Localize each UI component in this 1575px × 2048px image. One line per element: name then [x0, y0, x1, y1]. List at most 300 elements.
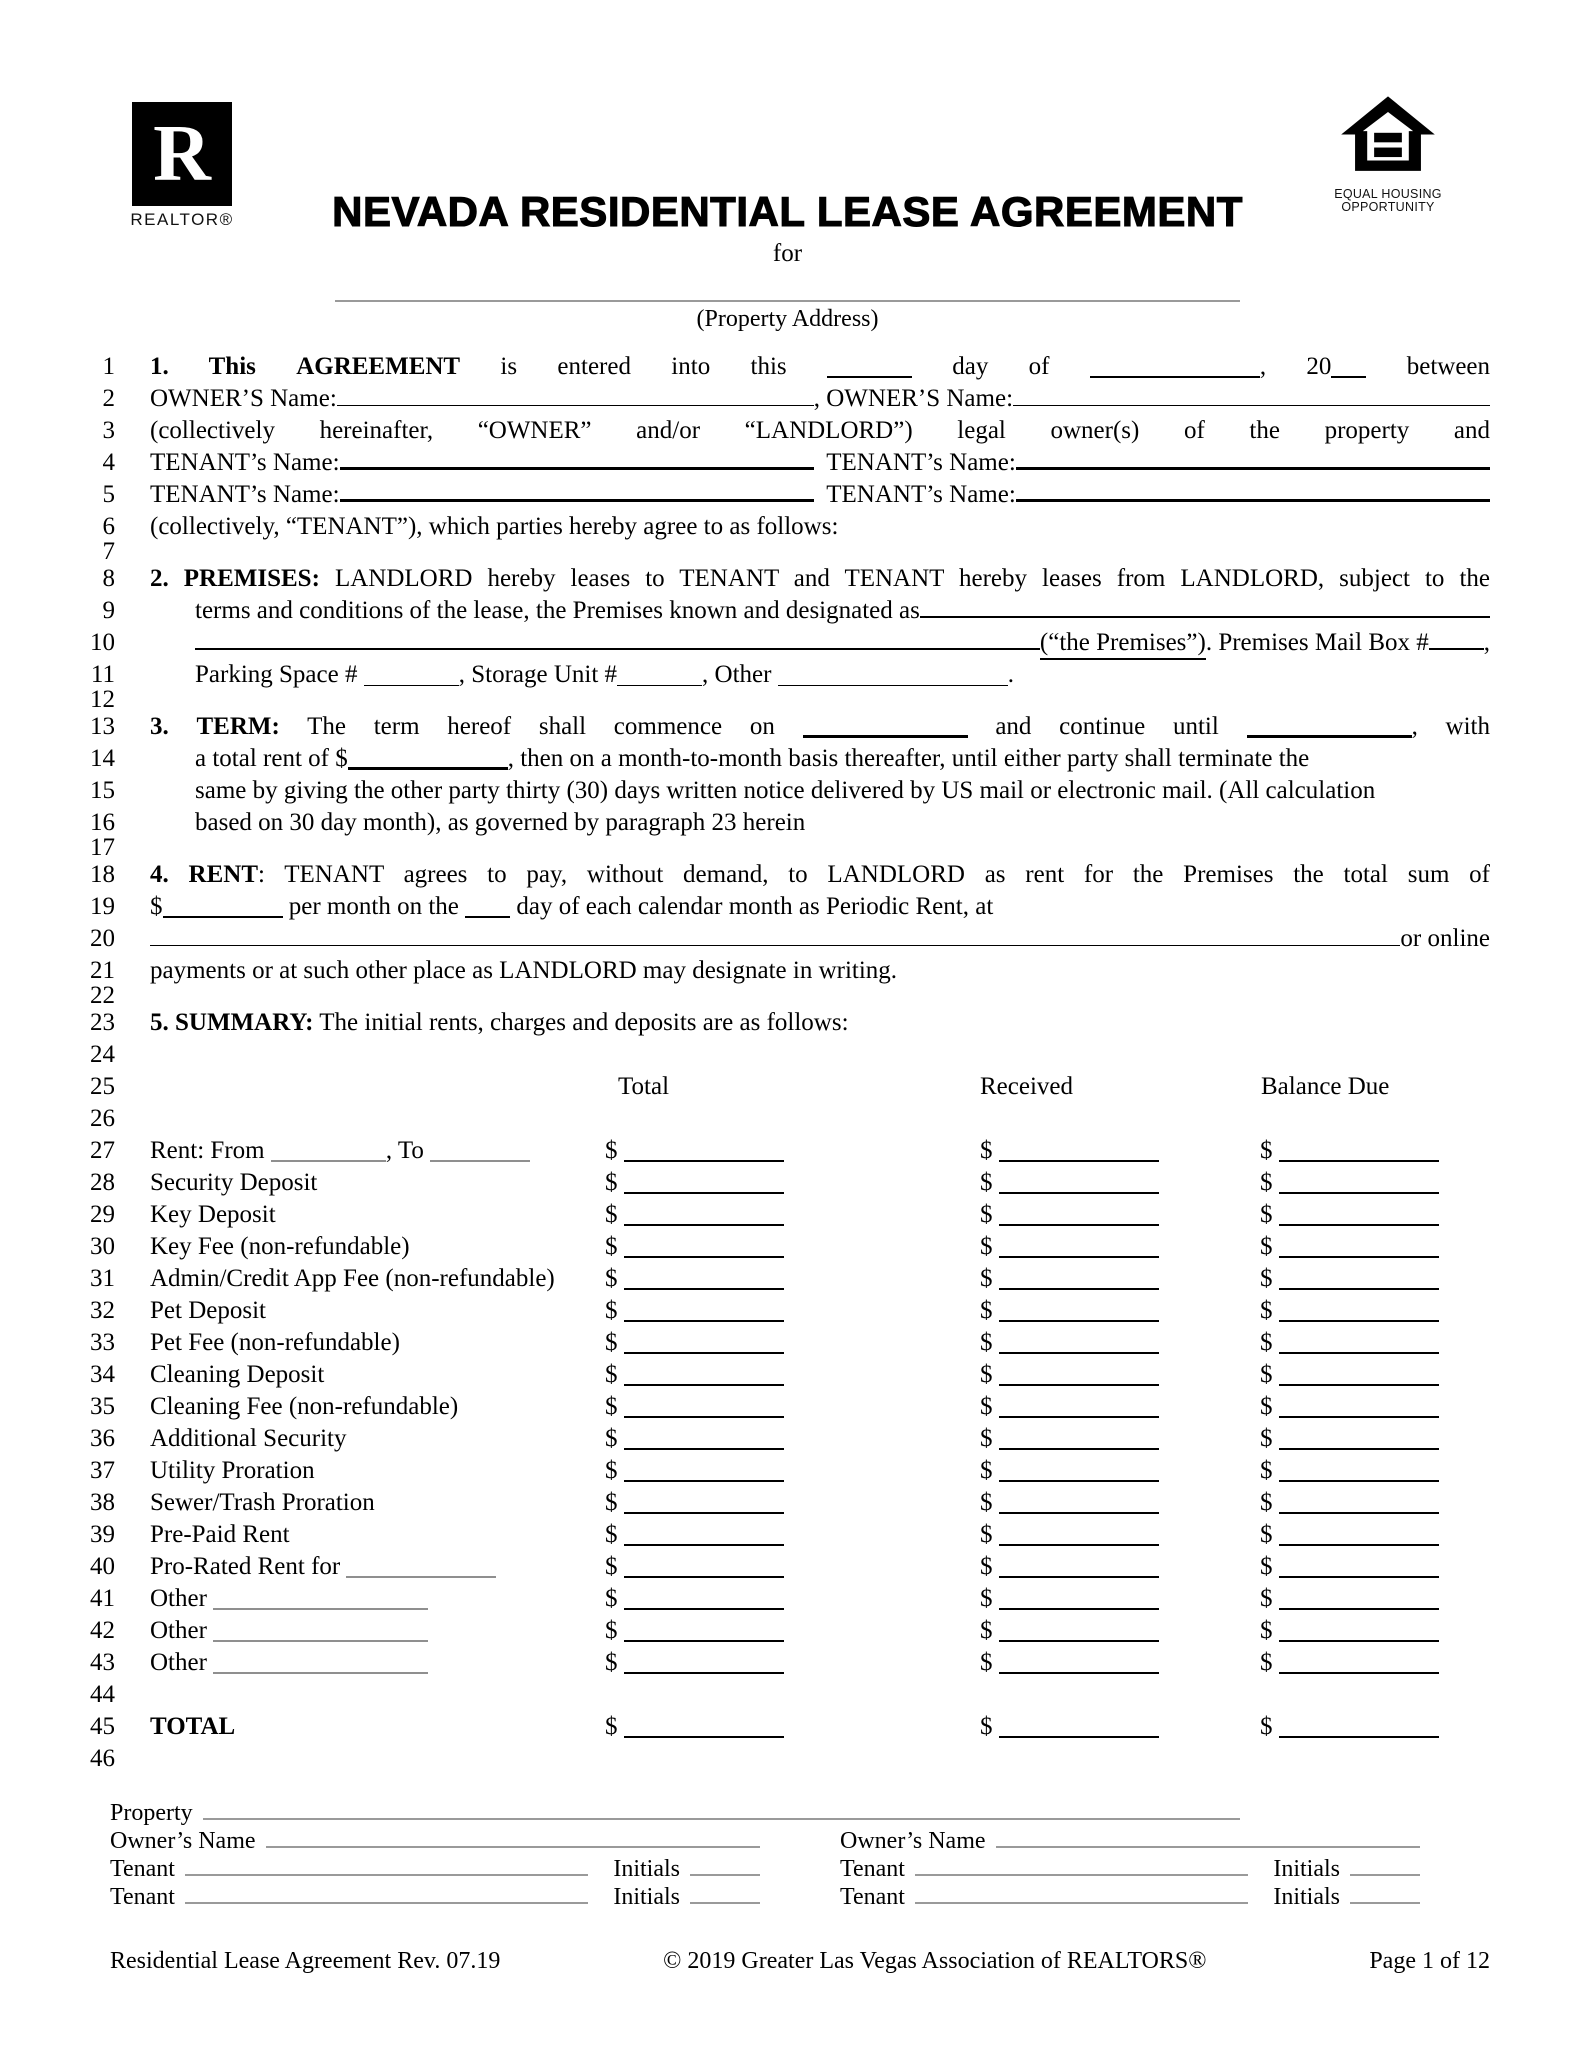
line-number: 19: [90, 893, 115, 920]
text-segment: (collectively hereinafter, “OWNER” and/or “LANDLORD”) legal owner(s) of the property and: [150, 417, 1490, 444]
owner-name-label: Owner’s Name: [110, 1828, 256, 1854]
blank-field: [213, 1603, 428, 1610]
line-number: 3: [102, 417, 115, 444]
blank-field: [778, 680, 1008, 686]
summary-row-label: [150, 1136, 590, 1168]
line-content: [150, 512, 1490, 544]
dollar-sign: $: [605, 1393, 618, 1420]
text-segment: 2.: [150, 565, 169, 592]
realtor-logo-letter: R: [153, 110, 211, 198]
dollar-sign: $: [980, 1297, 993, 1324]
blank-field: [1016, 462, 1490, 470]
money-cell: [965, 1648, 1245, 1680]
form-line-15: [40, 776, 1490, 808]
realtor-logo-caption: REALTOR®: [130, 210, 234, 229]
line-number: 38: [90, 1489, 115, 1516]
line-number: 29: [90, 1201, 115, 1228]
line-number: 30: [90, 1233, 115, 1260]
amount-blank: [999, 1539, 1159, 1546]
dollar-sign: $: [980, 1265, 993, 1292]
dollar-sign: $: [605, 1329, 618, 1356]
owner-name-blank: [996, 1842, 1420, 1848]
form-line-10: [40, 628, 1490, 660]
line-content: [150, 1104, 1490, 1136]
form-line-16: [40, 808, 1490, 840]
dollar-sign: $: [980, 1585, 993, 1612]
text-segment: .: [1007, 661, 1014, 688]
text-segment: The initial rents, charges and deposits are as follows:: [313, 1009, 849, 1036]
line-number: 18: [90, 861, 115, 888]
text-segment: , with: [1411, 713, 1490, 740]
owner-right: [840, 1828, 1490, 1855]
amount-blank: [624, 1219, 784, 1226]
form-line-14: [40, 744, 1490, 776]
money-cell: [1245, 1616, 1490, 1648]
summary-row-label: [150, 1520, 590, 1552]
blank-field: [803, 730, 968, 738]
amount-blank: [1279, 1731, 1439, 1738]
dollar-sign: $: [980, 1361, 993, 1388]
amount-blank: [999, 1571, 1159, 1578]
line-number: 16: [90, 809, 115, 836]
dollar-sign: $: [605, 1617, 618, 1644]
blank-field: [920, 611, 1490, 618]
dollar-sign: $: [980, 1649, 993, 1676]
line-content: [150, 924, 1490, 956]
amount-blank: [624, 1379, 784, 1386]
money-cell: [590, 1488, 965, 1520]
dollar-sign: $: [980, 1425, 993, 1452]
line-number: 25: [90, 1073, 115, 1100]
owner-name-label: Owner’s Name: [840, 1828, 986, 1854]
initials-label: Initials: [1273, 1884, 1340, 1910]
form-line-43: [40, 1648, 1490, 1680]
money-cell: [965, 1232, 1245, 1264]
amount-blank: [624, 1315, 784, 1322]
amount-blank: [624, 1667, 784, 1674]
blank-field: [195, 643, 1040, 650]
money-cell: [965, 1328, 1245, 1360]
line-content: [150, 892, 1490, 924]
dollar-sign: $: [605, 1361, 618, 1388]
blank-field: [465, 911, 510, 918]
money-cell: [590, 1520, 965, 1552]
money-cell: [590, 1200, 965, 1232]
amount-blank: [999, 1731, 1159, 1738]
line-number: 34: [90, 1361, 115, 1388]
footer-revision: Residential Lease Agreement Rev. 07.19: [110, 1948, 501, 1974]
amount-blank: [1279, 1347, 1439, 1354]
line-number: 5: [102, 481, 115, 508]
text-segment: Sewer/Trash Proration: [150, 1489, 375, 1516]
money-cell: [1245, 1264, 1490, 1296]
amount-blank: [624, 1251, 784, 1258]
summary-row-label: [150, 1584, 590, 1616]
line-content: [195, 776, 1490, 808]
text-segment: 1. This: [150, 353, 256, 380]
line-content: [150, 712, 1490, 744]
line-number: 12: [90, 686, 115, 713]
line-number: 24: [90, 1041, 115, 1068]
summary-row-label: [150, 1648, 590, 1680]
text-segment: TENANT’s Name:: [150, 449, 340, 476]
line-number: 21: [90, 957, 115, 984]
dollar-sign: $: [1260, 1361, 1273, 1388]
text-segment: 3.: [150, 713, 169, 740]
signature-block: [110, 1800, 1490, 1912]
line-number: 10: [90, 629, 115, 656]
line-content: [150, 480, 1490, 512]
line-content: [150, 988, 1490, 1008]
form-line-8: [40, 564, 1490, 596]
summary-row-label: [150, 1712, 590, 1744]
money-cell: [1245, 1296, 1490, 1328]
dollar-sign: $: [980, 1201, 993, 1228]
text-segment: 4.: [150, 861, 169, 888]
money-cell: [1245, 1456, 1490, 1488]
text-segment: day of: [911, 353, 1090, 380]
amount-blank: [1279, 1667, 1439, 1674]
money-cell: [1245, 1328, 1490, 1360]
money-cell: [1245, 1520, 1490, 1552]
dollar-sign: $: [605, 1201, 618, 1228]
line-content: [150, 956, 1490, 988]
form-line-5: [40, 480, 1490, 512]
text-segment: LANDLORD hereby leases to TENANT and TENANT hereby leases from LANDLORD, subject to the: [319, 565, 1491, 592]
form-lines: [40, 352, 1490, 1776]
form-line-42: [40, 1616, 1490, 1648]
dollar-sign: $: [1260, 1553, 1273, 1580]
text-segment: TENANT’s Name:: [826, 449, 1016, 476]
amount-blank: [624, 1443, 784, 1450]
money-cell: [965, 1392, 1245, 1424]
text-segment: . Premises Mail Box #: [1205, 629, 1429, 656]
text-segment: Other: [150, 1649, 214, 1676]
amount-blank: [624, 1635, 784, 1642]
summary-row-label: [150, 1488, 590, 1520]
line-number: 8: [102, 565, 115, 592]
text-segment: [169, 861, 189, 888]
summary-column-header: Received: [980, 1073, 1074, 1100]
text-segment: TERM:: [196, 713, 280, 740]
dollar-sign: $: [1260, 1393, 1273, 1420]
summary-column-header: Total: [618, 1073, 670, 1100]
text-segment: [814, 448, 827, 478]
amount-blank: [999, 1411, 1159, 1418]
dollar-sign: $: [605, 1585, 618, 1612]
text-segment: , To: [385, 1137, 431, 1164]
amount-blank: [1279, 1315, 1439, 1322]
text-segment: Cleaning Deposit: [150, 1361, 325, 1388]
tenant-left: [110, 1884, 760, 1911]
dollar-sign: $: [1260, 1169, 1273, 1196]
title-for-label: for: [772, 240, 803, 267]
text-segment: , Storage Unit #: [458, 661, 618, 688]
form-line-33: [40, 1328, 1490, 1360]
form-line-35: [40, 1392, 1490, 1424]
text-segment: ,: [1483, 629, 1490, 656]
footer-page-number: Page 1 of 12: [1369, 1948, 1490, 1974]
dollar-sign: $: [605, 1457, 618, 1484]
summary-row-label: [150, 1456, 590, 1488]
blank-field: [1090, 371, 1260, 378]
blank-field: [163, 911, 283, 918]
amount-blank: [999, 1667, 1159, 1674]
text-segment: [169, 713, 197, 740]
line-content: [150, 1488, 1490, 1520]
amount-blank: [1279, 1219, 1439, 1226]
line-content: [150, 1744, 1490, 1776]
line-number: 27: [90, 1137, 115, 1164]
amount-blank: [999, 1251, 1159, 1258]
dollar-sign: $: [1260, 1713, 1273, 1740]
form-line-29: [40, 1200, 1490, 1232]
line-number: 4: [102, 449, 115, 476]
text-segment: Key Fee (non-refundable): [150, 1233, 410, 1260]
line-content: [150, 840, 1490, 860]
amount-blank: [999, 1219, 1159, 1226]
line-number: 37: [90, 1457, 115, 1484]
money-cell: [590, 1328, 965, 1360]
line-content: [150, 1712, 1490, 1744]
text-segment: The term hereof shall commence on: [279, 713, 803, 740]
amount-blank: [624, 1411, 784, 1418]
text-segment: , then on a month-to-month basis thereafter, until either party shall terminate the: [507, 745, 1310, 772]
amount-blank: [1279, 1539, 1439, 1546]
dollar-sign: $: [1260, 1329, 1273, 1356]
blank-field: [1013, 400, 1490, 406]
summary-row-label: [150, 1200, 590, 1232]
line-content: [150, 1456, 1490, 1488]
line-number: 39: [90, 1521, 115, 1548]
money-cell: [965, 1712, 1245, 1744]
form-line-13: [40, 712, 1490, 744]
blank-field: [1429, 643, 1484, 650]
dollar-sign: $: [1260, 1297, 1273, 1324]
summary-row-label: [150, 1552, 590, 1584]
dollar-sign: $: [1260, 1585, 1273, 1612]
dollar-sign: $: [1260, 1617, 1273, 1644]
line-number: 28: [90, 1169, 115, 1196]
line-content: [150, 1040, 1490, 1072]
text-segment: 5.: [150, 1009, 169, 1036]
money-cell: [590, 1136, 965, 1168]
amount-blank: [624, 1539, 784, 1546]
amount-blank: [999, 1155, 1159, 1162]
form-line-46: [40, 1744, 1490, 1776]
money-cell: [965, 1616, 1245, 1648]
text-segment: per month on the: [282, 893, 466, 920]
form-line-39: [40, 1520, 1490, 1552]
line-content: [150, 416, 1490, 448]
tenant-left: [110, 1856, 760, 1883]
text-segment: Key Deposit: [150, 1201, 276, 1228]
text-segment: day of each calendar month as Periodic Rent, at: [510, 893, 994, 920]
blank-field: [364, 680, 459, 686]
amount-blank: [624, 1187, 784, 1194]
amount-blank: [1279, 1379, 1439, 1386]
summary-row-label: [150, 1424, 590, 1456]
form-line-3: [40, 416, 1490, 448]
amount-blank: [999, 1635, 1159, 1642]
text-segment: Other: [150, 1617, 214, 1644]
money-cell: [965, 1168, 1245, 1200]
form-line-9: [40, 596, 1490, 628]
money-cell: [965, 1296, 1245, 1328]
initials-blank: [690, 1898, 760, 1904]
line-content: [195, 808, 1490, 840]
line-content: [150, 1136, 1490, 1168]
money-cell: [1245, 1712, 1490, 1744]
amount-blank: [1279, 1507, 1439, 1514]
line-content: [150, 448, 1490, 480]
amount-blank: [1279, 1251, 1439, 1258]
footer-copyright: © 2019 Greater Las Vegas Association of REALTORS®: [663, 1948, 1207, 1974]
money-cell: [1245, 1392, 1490, 1424]
line-content: [150, 1680, 1490, 1712]
line-number: 11: [90, 661, 115, 688]
form-line-32: [40, 1296, 1490, 1328]
dollar-sign: $: [980, 1169, 993, 1196]
amount-blank: [999, 1379, 1159, 1386]
tenant-label: Tenant: [840, 1884, 905, 1910]
text-segment: Pre-Paid Rent: [150, 1521, 290, 1548]
money-cell: [965, 1360, 1245, 1392]
line-number: 15: [90, 777, 115, 804]
dollar-sign: $: [980, 1137, 993, 1164]
text-segment: : TENANT agrees to pay, without demand, to LANDLORD as rent for the Premises the total sum of: [258, 861, 1491, 888]
amount-blank: [624, 1155, 784, 1162]
summary-row-label: [150, 1168, 590, 1200]
line-number: 13: [90, 713, 115, 740]
blank-field: [430, 1155, 530, 1162]
line-content: [150, 1616, 1490, 1648]
text-segment: , 20: [1259, 353, 1332, 380]
money-cell: [590, 1712, 965, 1744]
blank-field: [348, 762, 508, 770]
dollar-sign: $: [605, 1233, 618, 1260]
initials-label: Initials: [1273, 1856, 1340, 1882]
amount-blank: [1279, 1411, 1439, 1418]
line-content: [150, 1328, 1490, 1360]
form-line-45: [40, 1712, 1490, 1744]
amount-blank: [1279, 1187, 1439, 1194]
line-content: [150, 1392, 1490, 1424]
line-content: [150, 384, 1490, 416]
dollar-sign: $: [1260, 1521, 1273, 1548]
money-cell: [590, 1296, 965, 1328]
initials-blank: [1350, 1898, 1420, 1904]
dollar-sign: $: [1260, 1489, 1273, 1516]
summary-row-label: [150, 1328, 590, 1360]
form-line-44: [40, 1680, 1490, 1712]
blank-field: [617, 680, 702, 686]
amount-blank: [999, 1315, 1159, 1322]
text-segment: a total rent of $: [195, 745, 348, 772]
line-number: 2: [102, 385, 115, 412]
form-line-23: [40, 1008, 1490, 1040]
line-content: [150, 1360, 1490, 1392]
line-number: 33: [90, 1329, 115, 1356]
money-cell: [590, 1616, 965, 1648]
text-segment: TENANT’s Name:: [826, 481, 1016, 508]
blank-field: [213, 1667, 428, 1674]
text-segment: same by giving the other party thirty (30) days written notice delivered by US mail or electronic mail. (All calculation: [195, 777, 1376, 804]
property-label: Property: [110, 1800, 193, 1826]
summary-row-label: [150, 1616, 590, 1648]
money-cell: [590, 1232, 965, 1264]
form-line-31: [40, 1264, 1490, 1296]
text-segment: Pro-Rated Rent for: [150, 1553, 347, 1580]
amount-blank: [624, 1603, 784, 1610]
text-segment: , OWNER’S Name:: [813, 385, 1014, 412]
line-content: [150, 1424, 1490, 1456]
dollar-sign: $: [1260, 1233, 1273, 1260]
text-segment: SUMMARY:: [175, 1009, 314, 1036]
amount-blank: [1279, 1571, 1439, 1578]
line-content: [150, 1584, 1490, 1616]
blank-field: [340, 462, 814, 470]
form-line-12: [40, 686, 1490, 713]
money-cell: [1245, 1488, 1490, 1520]
dollar-sign: $: [980, 1713, 993, 1740]
initials-blank: [690, 1870, 760, 1876]
amount-blank: [999, 1475, 1159, 1482]
blank-field: [340, 494, 814, 502]
equal-housing-caption-line1: EQUAL HOUSING: [1334, 187, 1442, 201]
form-line-28: [40, 1168, 1490, 1200]
text-segment: based on 30 day month), as governed by paragraph 23 herein: [195, 809, 806, 836]
tenant-right: [840, 1856, 1490, 1883]
summary-row-label: [150, 1232, 590, 1264]
line-number: 9: [102, 597, 115, 624]
text-segment: Parking Space #: [195, 661, 364, 688]
money-cell: [1245, 1168, 1490, 1200]
blank-field: [1016, 494, 1490, 502]
text-segment: OWNER’S Name:: [150, 385, 337, 412]
amount-blank: [624, 1283, 784, 1290]
amount-blank: [1279, 1443, 1439, 1450]
line-content: [150, 1648, 1490, 1680]
tenant-blank: [915, 1870, 1248, 1876]
money-cell: [1245, 1232, 1490, 1264]
line-number: 20: [90, 925, 115, 952]
amount-blank: [1279, 1155, 1439, 1162]
line-content: [150, 1072, 1490, 1104]
money-cell: [965, 1424, 1245, 1456]
money-cell: [1245, 1424, 1490, 1456]
tenant-blank: [185, 1898, 588, 1904]
form-line-22: [40, 982, 1490, 1009]
dollar-sign: $: [980, 1617, 993, 1644]
text-segment: [814, 480, 827, 510]
line-number: 22: [90, 982, 115, 1009]
blank-field: [1247, 730, 1412, 738]
tenant-blank: [185, 1870, 588, 1876]
text-segment: [256, 353, 296, 380]
amount-blank: [999, 1507, 1159, 1514]
dollar-sign: $: [1260, 1137, 1273, 1164]
money-cell: [590, 1264, 965, 1296]
form-line-6: [40, 512, 1490, 544]
blank-field: [213, 1635, 428, 1642]
dollar-sign: $: [605, 1297, 618, 1324]
amount-blank: [1279, 1283, 1439, 1290]
money-cell: [1245, 1648, 1490, 1680]
line-content: [195, 596, 1490, 628]
summary-row-label: [150, 1264, 590, 1296]
form-line-41: [40, 1584, 1490, 1616]
